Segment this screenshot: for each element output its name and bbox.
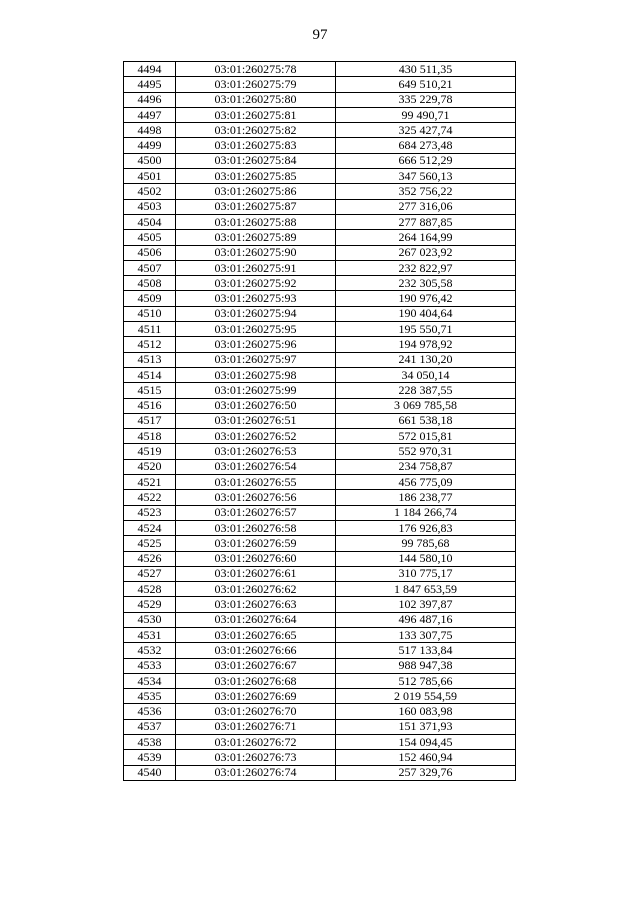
row-number-cell: 4531: [124, 627, 176, 642]
table-row: [124, 306, 516, 321]
row-number-cell: 4507: [124, 260, 176, 275]
cadastral-number-cell: 03:01:260275:90: [176, 245, 336, 260]
table-row: [124, 291, 516, 306]
cadastral-number-cell: 03:01:260275:82: [176, 123, 336, 138]
cadastral-number-cell: 03:01:260275:86: [176, 184, 336, 199]
row-number-cell: 4520: [124, 459, 176, 474]
table-row: [124, 199, 516, 214]
table-row: [124, 582, 516, 597]
row-number-cell: 4521: [124, 475, 176, 490]
cadastral-number-cell: 03:01:260276:62: [176, 582, 336, 597]
table-row: [124, 214, 516, 229]
row-number-cell: 4536: [124, 704, 176, 719]
value-cell: 34 050,14: [336, 367, 516, 382]
row-number-cell: 4494: [124, 62, 176, 77]
row-number-cell: 4509: [124, 291, 176, 306]
cadastral-number-cell: 03:01:260275:81: [176, 107, 336, 122]
value-cell: 228 387,55: [336, 383, 516, 398]
cadastral-number-cell: 03:01:260276:50: [176, 398, 336, 413]
row-number-cell: 4502: [124, 184, 176, 199]
table-row: [124, 398, 516, 413]
cadastral-number-cell: 03:01:260276:74: [176, 765, 336, 780]
value-cell: 649 510,21: [336, 77, 516, 92]
row-number-cell: 4512: [124, 337, 176, 352]
cadastral-number-cell: 03:01:260276:58: [176, 520, 336, 535]
row-number-cell: 4540: [124, 765, 176, 780]
cadastral-number-cell: 03:01:260276:56: [176, 490, 336, 505]
row-number-cell: 4510: [124, 306, 176, 321]
row-number-cell: 4511: [124, 322, 176, 337]
table-row: [124, 260, 516, 275]
row-number-cell: 4534: [124, 673, 176, 688]
value-cell: 232 305,58: [336, 276, 516, 291]
row-number-cell: 4495: [124, 77, 176, 92]
cadastral-number-cell: 03:01:260275:84: [176, 153, 336, 168]
row-number-cell: 4505: [124, 230, 176, 245]
table-row: [124, 184, 516, 199]
value-cell: 232 822,97: [336, 260, 516, 275]
row-number-cell: 4500: [124, 153, 176, 168]
value-cell: 517 133,84: [336, 643, 516, 658]
cadastral-number-cell: 03:01:260276:67: [176, 658, 336, 673]
table-row: [124, 245, 516, 260]
table-row: [124, 230, 516, 245]
row-number-cell: 4496: [124, 92, 176, 107]
table-row: [124, 383, 516, 398]
value-cell: 2 019 554,59: [336, 689, 516, 704]
row-number-cell: 4535: [124, 689, 176, 704]
row-number-cell: 4527: [124, 566, 176, 581]
cadastral-number-cell: 03:01:260276:59: [176, 536, 336, 551]
table-row: [124, 643, 516, 658]
cadastral-number-cell: 03:01:260275:99: [176, 383, 336, 398]
cadastral-number-cell: 03:01:260275:92: [176, 276, 336, 291]
cadastral-number-cell: 03:01:260276:52: [176, 429, 336, 444]
page-number: 97: [312, 27, 328, 43]
table-row: [124, 107, 516, 122]
cadastral-number-cell: 03:01:260276:68: [176, 673, 336, 688]
row-number-cell: 4497: [124, 107, 176, 122]
value-cell: 241 130,20: [336, 352, 516, 367]
value-cell: 102 397,87: [336, 597, 516, 612]
cadastral-number-cell: 03:01:260276:61: [176, 566, 336, 581]
cadastral-number-cell: 03:01:260275:87: [176, 199, 336, 214]
value-cell: 552 970,31: [336, 444, 516, 459]
value-cell: 684 273,48: [336, 138, 516, 153]
value-cell: 151 371,93: [336, 719, 516, 734]
row-number-cell: 4513: [124, 352, 176, 367]
table-row: [124, 153, 516, 168]
value-cell: 186 238,77: [336, 490, 516, 505]
table-row: [124, 77, 516, 92]
value-cell: 325 427,74: [336, 123, 516, 138]
value-cell: 190 976,42: [336, 291, 516, 306]
value-cell: 152 460,94: [336, 750, 516, 765]
value-cell: 496 487,16: [336, 612, 516, 627]
table-row: [124, 719, 516, 734]
cadastral-number-cell: 03:01:260276:64: [176, 612, 336, 627]
cadastral-number-cell: 03:01:260275:80: [176, 92, 336, 107]
cadastral-number-cell: 03:01:260276:51: [176, 413, 336, 428]
value-cell: 572 015,81: [336, 429, 516, 444]
row-number-cell: 4526: [124, 551, 176, 566]
row-number-cell: 4508: [124, 276, 176, 291]
cadastral-number-cell: 03:01:260276:54: [176, 459, 336, 474]
table-row: [124, 750, 516, 765]
row-number-cell: 4519: [124, 444, 176, 459]
row-number-cell: 4514: [124, 367, 176, 382]
table-row: [124, 566, 516, 581]
table-row: [124, 413, 516, 428]
row-number-cell: 4529: [124, 597, 176, 612]
cadastral-number-cell: 03:01:260276:70: [176, 704, 336, 719]
table-row: [124, 62, 516, 77]
cadastral-number-cell: 03:01:260276:66: [176, 643, 336, 658]
cadastral-number-cell: 03:01:260275:89: [176, 230, 336, 245]
table-row: [124, 138, 516, 153]
table-row: [124, 735, 516, 750]
table-row: [124, 612, 516, 627]
row-number-cell: 4516: [124, 398, 176, 413]
row-number-cell: 4503: [124, 199, 176, 214]
value-cell: 264 164,99: [336, 230, 516, 245]
table-row: [124, 765, 516, 780]
row-number-cell: 4515: [124, 383, 176, 398]
table-row: [124, 536, 516, 551]
row-number-cell: 4501: [124, 169, 176, 184]
value-cell: 310 775,17: [336, 566, 516, 581]
table-row: [124, 352, 516, 367]
row-number-cell: 4532: [124, 643, 176, 658]
table-row: [124, 505, 516, 520]
row-number-cell: 4506: [124, 245, 176, 260]
value-cell: 234 758,87: [336, 459, 516, 474]
table-row: [124, 429, 516, 444]
cadastral-number-cell: 03:01:260276:72: [176, 735, 336, 750]
cadastral-number-cell: 03:01:260276:65: [176, 627, 336, 642]
value-cell: 277 316,06: [336, 199, 516, 214]
value-cell: 666 512,29: [336, 153, 516, 168]
row-number-cell: 4533: [124, 658, 176, 673]
row-number-cell: 4523: [124, 505, 176, 520]
table-row: [124, 689, 516, 704]
value-cell: 194 978,92: [336, 337, 516, 352]
cadastral-number-cell: 03:01:260276:73: [176, 750, 336, 765]
row-number-cell: 4498: [124, 123, 176, 138]
table-row: [124, 551, 516, 566]
value-cell: 176 926,83: [336, 520, 516, 535]
table-row: [124, 92, 516, 107]
row-number-cell: 4539: [124, 750, 176, 765]
table-row: [124, 169, 516, 184]
row-number-cell: 4517: [124, 413, 176, 428]
value-cell: 988 947,38: [336, 658, 516, 673]
value-cell: 277 887,85: [336, 214, 516, 229]
value-cell: 160 083,98: [336, 704, 516, 719]
cadastral-number-cell: 03:01:260275:91: [176, 260, 336, 275]
table-row: [124, 123, 516, 138]
table-body: [124, 62, 516, 781]
table-row: [124, 490, 516, 505]
table-row: [124, 367, 516, 382]
value-cell: 335 229,78: [336, 92, 516, 107]
value-cell: 661 538,18: [336, 413, 516, 428]
table-row: [124, 704, 516, 719]
row-number-cell: 4504: [124, 214, 176, 229]
cadastral-number-cell: 03:01:260275:83: [176, 138, 336, 153]
value-cell: 257 329,76: [336, 765, 516, 780]
cadastral-number-cell: 03:01:260275:85: [176, 169, 336, 184]
row-number-cell: 4538: [124, 735, 176, 750]
value-cell: 352 756,22: [336, 184, 516, 199]
value-cell: 99 490,71: [336, 107, 516, 122]
value-cell: 195 550,71: [336, 322, 516, 337]
value-cell: 512 785,66: [336, 673, 516, 688]
cadastral-number-cell: 03:01:260275:96: [176, 337, 336, 352]
cadastral-number-cell: 03:01:260275:98: [176, 367, 336, 382]
data-table: [123, 61, 516, 781]
table-row: [124, 337, 516, 352]
value-cell: 144 580,10: [336, 551, 516, 566]
cadastral-number-cell: 03:01:260276:53: [176, 444, 336, 459]
value-cell: 190 404,64: [336, 306, 516, 321]
table-row: [124, 322, 516, 337]
value-cell: 133 307,75: [336, 627, 516, 642]
row-number-cell: 4530: [124, 612, 176, 627]
cadastral-number-cell: 03:01:260275:79: [176, 77, 336, 92]
table-row: [124, 673, 516, 688]
cadastral-number-cell: 03:01:260275:94: [176, 306, 336, 321]
value-cell: 3 069 785,58: [336, 398, 516, 413]
cadastral-number-cell: 03:01:260276:69: [176, 689, 336, 704]
row-number-cell: 4499: [124, 138, 176, 153]
cadastral-number-cell: 03:01:260276:71: [176, 719, 336, 734]
value-cell: 1 184 266,74: [336, 505, 516, 520]
cadastral-number-cell: 03:01:260276:55: [176, 475, 336, 490]
row-number-cell: 4524: [124, 520, 176, 535]
row-number-cell: 4518: [124, 429, 176, 444]
table-row: [124, 597, 516, 612]
value-cell: 430 511,35: [336, 62, 516, 77]
cadastral-number-cell: 03:01:260276:63: [176, 597, 336, 612]
cadastral-number-cell: 03:01:260275:93: [176, 291, 336, 306]
table-row: [124, 520, 516, 535]
cadastral-number-cell: 03:01:260276:60: [176, 551, 336, 566]
table-row: [124, 459, 516, 474]
cadastral-number-cell: 03:01:260275:97: [176, 352, 336, 367]
row-number-cell: 4522: [124, 490, 176, 505]
value-cell: 99 785,68: [336, 536, 516, 551]
cadastral-number-cell: 03:01:260275:88: [176, 214, 336, 229]
value-cell: 267 023,92: [336, 245, 516, 260]
row-number-cell: 4537: [124, 719, 176, 734]
value-cell: 1 847 653,59: [336, 582, 516, 597]
table-row: [124, 444, 516, 459]
table-row: [124, 627, 516, 642]
cadastral-number-cell: 03:01:260275:95: [176, 322, 336, 337]
table-row: [124, 276, 516, 291]
cadastral-number-cell: 03:01:260275:78: [176, 62, 336, 77]
table-row: [124, 475, 516, 490]
value-cell: 347 560,13: [336, 169, 516, 184]
table-row: [124, 658, 516, 673]
row-number-cell: 4528: [124, 582, 176, 597]
row-number-cell: 4525: [124, 536, 176, 551]
value-cell: 154 094,45: [336, 735, 516, 750]
value-cell: 456 775,09: [336, 475, 516, 490]
cadastral-number-cell: 03:01:260276:57: [176, 505, 336, 520]
